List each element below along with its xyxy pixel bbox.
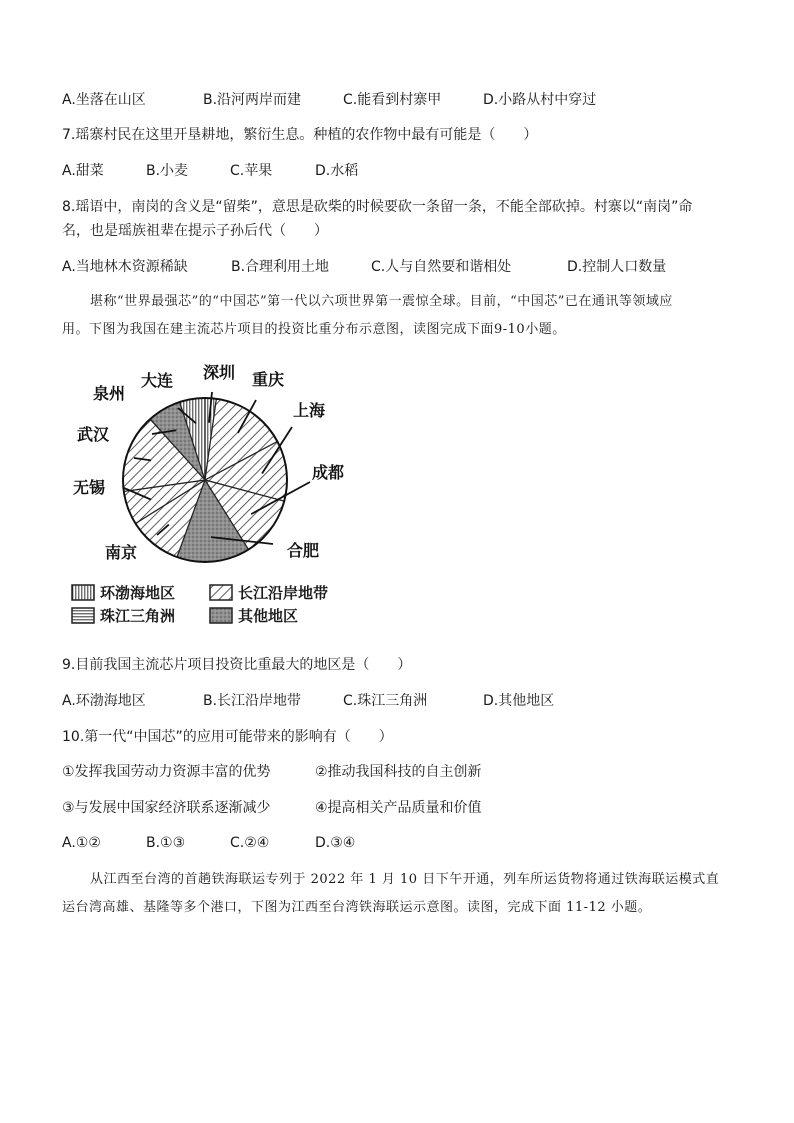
q9-option-d: D.其他地区 (483, 693, 555, 709)
pie-label-7: 无锡 (73, 478, 106, 497)
pie-label-8: 武汉 (77, 425, 110, 444)
q8-stem-line2: 名，也是瑶族祖辈在提示子孙后代（ ） (62, 223, 328, 239)
legend-label-prd: 珠江三角洲 (100, 607, 176, 625)
pie-label-5: 合肥 (287, 541, 320, 560)
passage-chips-line1: 堪称“世界最强芯”的“中国芯”第一代以六项世界第一震惊全球。目前，“中国芯”已在通讯等领域应 (90, 294, 673, 309)
pie-label-10: 大连 (141, 371, 174, 390)
q8-option-b: B.合理利用土地 (231, 259, 330, 275)
pie-label-3: 上海 (293, 401, 326, 420)
q6-option-b: B.沿河两岸而建 (203, 92, 302, 108)
q10-option-b: B.①③ (146, 835, 186, 851)
legend-swatch-yangtze (210, 585, 232, 600)
q7-option-a: A.甜菜 (62, 163, 104, 179)
q7-option-d: D.水稻 (315, 163, 359, 179)
q9-option-c: C.珠江三角洲 (343, 693, 428, 709)
q7-option-c: C.苹果 (230, 163, 273, 179)
q6-option-d: D.小路从村中穿过 (483, 92, 597, 108)
pie-label-6: 南京 (105, 543, 138, 562)
q8-option-c: C.人与自然要和谐相处 (371, 259, 512, 275)
legend-label-yangtze: 长江沿岸地带 (238, 584, 329, 602)
q8-option-a: A.当地林木资源稀缺 (62, 259, 188, 275)
q8-stem-line1: 8.瑶语中，南岗的含义是“留柴”，意思是砍柴的时候要砍一条留一条，不能全部砍掉。村寨以“南岗”命 (62, 199, 693, 215)
q10-option-c: C.②④ (230, 835, 270, 851)
q9-option-b: B.长江沿岸地带 (203, 693, 302, 709)
pie-label-9: 泉州 (93, 384, 126, 403)
q9-stem: 9.目前我国主流芯片项目投资比重最大的地区是（ ） (62, 657, 412, 673)
passage-rail-sea (62, 866, 732, 922)
q6-option-a: A.坐落在山区 (62, 92, 146, 108)
q6-option-c: C.能看到村寨甲 (343, 92, 442, 108)
pie-legend (72, 584, 328, 625)
passage-chips (62, 288, 732, 344)
q10-statement-2: ②推动我国科技的自主创新 (315, 764, 482, 780)
q8-option-d: D.控制人口数量 (567, 259, 667, 275)
passage-rail-sea-line2: 运台湾高雄、基隆等多个港口，下图为江西至台湾铁海联运示意图。读图，完成下面 11-12 小题。 (62, 900, 652, 915)
legend-label-other: 其他地区 (238, 607, 299, 625)
pie-slices (123, 398, 287, 562)
pie-label-1: 深圳 (203, 363, 236, 382)
q10-statement-4: ④提高相关产品质量和价值 (315, 800, 482, 816)
pie-label-4: 成都 (312, 463, 345, 482)
q7-stem: 7.瑶寨村民在这里开垦耕地，繁衍生息。种植的农作物中最有可能是（ ） (62, 127, 538, 143)
q9-option-a: A.环渤海地区 (62, 693, 146, 709)
pie-label-2: 重庆 (252, 370, 285, 389)
legend-swatch-bohai (72, 585, 94, 600)
q7-option-b: B.小麦 (146, 163, 189, 179)
passage-rail-sea-line1: 从江西至台湾的首趟铁海联运专列于 2022 年 1 月 10 日下午开通，列车所运货物将通过铁海联运模式直 (90, 872, 720, 887)
q10-option-d: D.③④ (315, 835, 356, 851)
legend-swatch-prd (72, 608, 94, 623)
q10-statement-1: ①发挥我国劳动力资源丰富的优势 (62, 764, 271, 780)
q10-statement-3: ③与发展中国家经济联系逐渐减少 (62, 800, 271, 816)
chip-investment-pie-chart (60, 352, 370, 634)
q10-stem: 10.第一代“中国芯”的应用可能带来的影响有（ ） (62, 729, 393, 745)
q10-option-a: A.①② (62, 835, 101, 851)
legend-swatch-other (210, 608, 232, 623)
legend-label-bohai: 环渤海地区 (100, 584, 176, 602)
passage-chips-line2: 用。下图为我国在建主流芯片项目的投资比重分布示意图，读图完成下面9-10小题。 (62, 322, 566, 337)
